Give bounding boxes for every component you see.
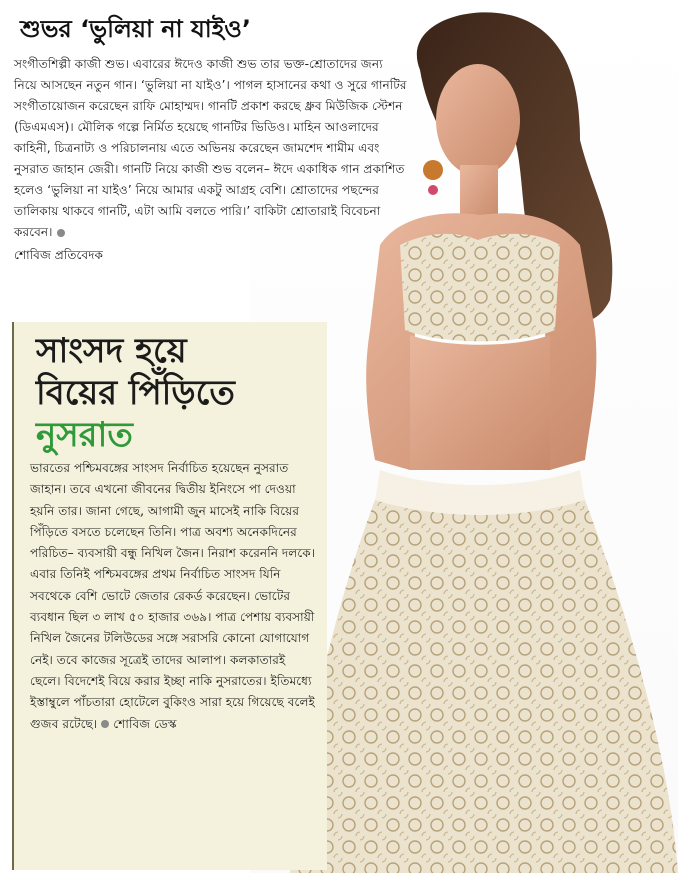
bottom-article-body xyxy=(30,458,318,735)
bullet-icon xyxy=(57,229,65,237)
bullet-icon xyxy=(101,720,109,728)
top-article xyxy=(12,10,412,266)
top-article-headline: শুভর ‘ভুলিয়া না যাইও’ xyxy=(20,15,251,43)
top-article-body-text: সংগীতশিল্পী কাজী শুভ। এবারের ঈদেও কাজী শুভ তার ভক্ত-শ্রোতাদের জন্য নিয়ে আসছেন নতুন গান। ‘ভুলিয়া না যাইও’। পাগল হাসানের কথা ও সুরে গানটির সংগীতায়োজন করেছেন রাফি মোহাম্মদ। গানটি প্রকাশ করছে ধ্রুব মিউজিক স্টেশন (ডিএমএস)। মৌলিক গল্পে নির্মিত হয়েছে গানটির ভিডিও। মাহিন আওলাদের কাহিনী, চিত্রনাট্য ও পরিচালনায় এতে অভিনয় করেছেন জামশেদ শামীম এবং নুসরাত জাহান জেরী। গানটি নিয়ে কাজী শুভ বলেন– ঈদে একাধিক গান প্রকাশিত হলেও ‘ভুলিয়া না যাইও’ নিয়ে আমার একটু আগ্রহ বেশি। শ্রোতাদের পছন্দের তালিকায় থাকবে গানটি, এটা আমি বলতে পারি।’ বাকিটা শ্রোতারাই বিবেচনা করবেন। xyxy=(14,57,407,239)
box-divider xyxy=(12,322,14,870)
top-article-body xyxy=(14,54,409,243)
headline-line-2: বিয়ের পিঁড়িতে xyxy=(36,373,235,413)
bottom-article-credit: শোবিজ ডেস্ক xyxy=(113,716,177,731)
headline-line-1: সাংসদ হয়ে xyxy=(36,331,187,371)
bottom-article-body-text: ভারতের পশ্চিমবঙ্গের সাংসদ নির্বাচিত হয়েছেন নুসরাত জাহান। তবে এখনো জীবনের দ্বিতীয় ইনিংসে পা দেওয়া হয়নি তার। জানা গেছে, আগামী জুন মাসেই নাকি বিয়ের পিঁড়িতে বসতে চলেছেন তিনি। পাত্র অবশ্য অনেকদিনের পরিচিত– ব্যবসায়ী বন্ধু নিখিল জৈন। নিরাশ করেননি দলকে। এবার তিনিই পশ্চিমবঙ্গের প্রথম নির্বাচিত সাংসদ যিনি সবথেকে বেশি ভোটে জেতার রেকর্ড করেছেন। ভোটের ব্যবধান ছিল ৩ লাখ ৫০ হাজার ৩৬৯। পাত্র পেশায় ব্যবসায়ী নিখিল জৈনের টলিউডের সঙ্গে সরাসরি কোনো যোগাযোগ নেই। তবে কাজের সূত্রেই তাদের আলাপ। কলকাতারই ছেলে। বিদেশেই বিয়ে করার ইচ্ছা নাকি নুসরাতের। ইতিমধ্যে ইস্তাম্বুলে পাঁচতারা হোটেলে বুকিংও সারা হয়ে গিয়েছে বলেই গুজব রটেছে। xyxy=(30,461,316,731)
top-article-credit: শোবিজ প্রতিবেদক xyxy=(14,248,104,262)
headline-line-3: নুসরাত xyxy=(36,415,133,455)
bottom-article-headline xyxy=(36,330,296,456)
